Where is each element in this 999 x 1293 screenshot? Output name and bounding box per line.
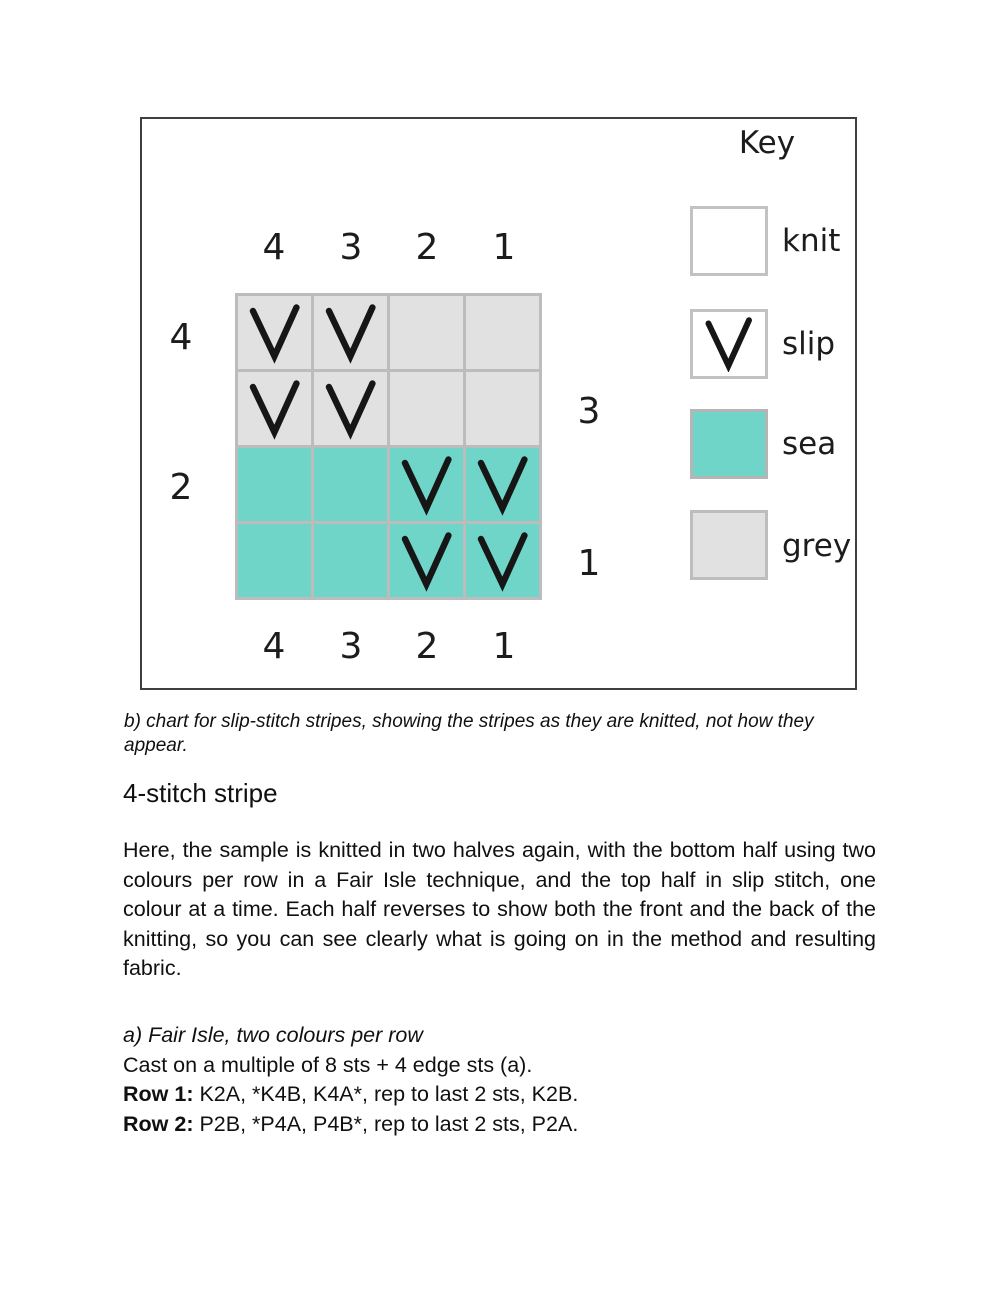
chart-cell-r2-c2 xyxy=(390,448,463,521)
chart-cell-r4-c3 xyxy=(314,296,387,369)
slip-stitch-icon xyxy=(398,454,456,516)
slip-stitch-icon xyxy=(322,378,380,440)
chart-cell-r1-c4 xyxy=(238,524,311,597)
section-heading: 4-stitch stripe xyxy=(123,778,278,808)
key-label-grey: grey xyxy=(782,528,852,564)
row1-text: K2A, *K4B, K4A*, rep to last 2 sts, K2B. xyxy=(193,1082,579,1106)
key-label-sea: sea xyxy=(782,426,837,462)
instructions-block xyxy=(123,1021,876,1139)
row-number-4: 4 xyxy=(169,317,193,358)
slip-stitch-icon xyxy=(246,302,304,364)
slip-stitch-icon xyxy=(474,530,532,592)
row-number-1: 1 xyxy=(577,543,601,584)
chart-cell-r4-c2 xyxy=(390,296,463,369)
key-swatch-grey xyxy=(690,510,768,580)
slip-stitch-icon xyxy=(246,378,304,440)
key-swatch-sea xyxy=(690,409,768,479)
row2-label: Row 2: xyxy=(123,1111,194,1136)
col-number-bottom-4: 4 xyxy=(262,626,286,667)
key-label-slip: slip xyxy=(782,326,836,362)
slip-stitch-icon xyxy=(474,454,532,516)
key-swatch-knit xyxy=(690,206,768,276)
chart-cell-r4-c1 xyxy=(466,296,539,369)
key-label-knit: knit xyxy=(782,223,841,259)
chart-cell-r2-c4 xyxy=(238,448,311,521)
slip-stitch-icon xyxy=(322,302,380,364)
chart-cell-r1-c3 xyxy=(314,524,387,597)
chart-cell-r3-c1 xyxy=(466,372,539,445)
slip-stitch-icon xyxy=(702,316,756,372)
body-paragraph: Here, the sample is knitted in two halves again, with the bottom half using two colours per row in a Fair Isle technique, and the top half in slip stitch, one colour at a time. Each half reverses to show both the front and the back of the knitting, so you can see clearly what is going on in the method and resulting fabric. xyxy=(123,838,876,980)
row2-text: P2B, *P4A, P4B*, rep to last 2 sts, P2A. xyxy=(193,1111,579,1136)
slip-stitch-icon xyxy=(398,530,456,592)
chart-figure xyxy=(140,117,857,690)
col-number-top-2: 2 xyxy=(415,227,439,268)
figure-caption: b) chart for slip-stitch stripes, showing the stripes as they are knitted, not how they appear. xyxy=(124,711,814,756)
col-number-bottom-3: 3 xyxy=(339,626,363,667)
chart-grid xyxy=(235,293,542,600)
col-number-bottom-1: 1 xyxy=(492,626,516,667)
col-number-top-4: 4 xyxy=(262,227,286,268)
key-swatch-slip xyxy=(690,309,768,379)
chart-cell-r3-c4 xyxy=(238,372,311,445)
row-number-3: 3 xyxy=(577,391,601,432)
cast-on-line: Cast on a multiple of 8 sts + 4 edge sts (a). xyxy=(123,1052,533,1077)
chart-cell-r4-c4 xyxy=(238,296,311,369)
chart-cell-r3-c2 xyxy=(390,372,463,445)
chart-cell-r1-c1 xyxy=(466,524,539,597)
col-number-top-1: 1 xyxy=(492,227,516,268)
chart-cell-r1-c2 xyxy=(390,524,463,597)
row1-label: Row 1: xyxy=(123,1082,194,1106)
row-number-2: 2 xyxy=(169,467,193,508)
row1-line xyxy=(123,1080,876,1110)
instructions-heading: a) Fair Isle, two colours per row xyxy=(123,1023,423,1047)
chart-cell-r2-c1 xyxy=(466,448,539,521)
chart-cell-r2-c3 xyxy=(314,448,387,521)
chart-cell-r3-c3 xyxy=(314,372,387,445)
key-title: Key xyxy=(738,125,796,161)
col-number-top-3: 3 xyxy=(339,227,363,268)
row2-line xyxy=(123,1110,876,1140)
col-number-bottom-2: 2 xyxy=(415,626,439,667)
